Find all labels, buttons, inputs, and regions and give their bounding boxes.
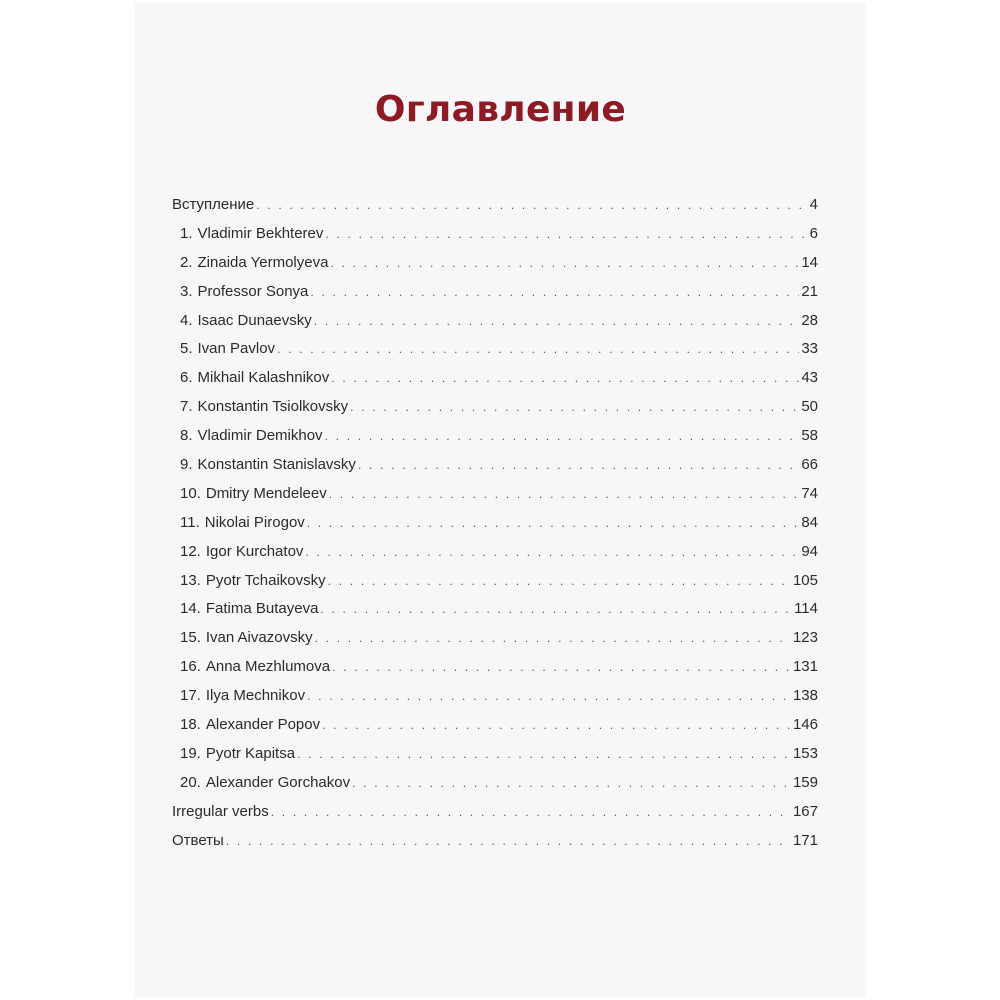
toc-entry-title: Dmitry Mendeleev — [205, 484, 327, 502]
toc-entry-page-number: 6 — [809, 224, 818, 242]
toc-entry-page-number: 14 — [801, 253, 818, 271]
toc-entry-page-number: 21 — [801, 282, 818, 300]
toc-entry[interactable] — [172, 711, 818, 740]
toc-entry[interactable] — [172, 191, 818, 220]
toc-dot-leader — [331, 364, 799, 393]
toc-entry-title: Alexander Popov — [205, 716, 321, 734]
toc-entry[interactable] — [172, 393, 818, 422]
toc-entry[interactable] — [172, 682, 818, 711]
toc-entry-title: Pyotr Kapitsa — [205, 744, 296, 762]
toc-entry[interactable] — [172, 798, 818, 827]
toc-entry-page-number: 114 — [794, 600, 818, 618]
toc-entry-number: 13. — [180, 571, 201, 589]
toc-entry-title: Konstantin Stanislavsky — [197, 456, 356, 474]
toc-entry[interactable] — [172, 509, 818, 538]
toc-entry-page-number: 33 — [801, 340, 818, 358]
toc-entry-number: 20. — [180, 773, 201, 791]
toc-dot-leader — [314, 307, 800, 336]
toc-entry[interactable] — [172, 278, 818, 307]
toc-entry-page-number: 153 — [792, 744, 818, 762]
toc-entry-page-number: 74 — [801, 484, 818, 502]
toc-dot-leader — [315, 624, 791, 653]
toc-entry-number: 8. — [180, 427, 193, 445]
toc-entry-number: 19. — [180, 744, 201, 762]
toc-entry-title: Fatima Butayeva — [205, 600, 319, 618]
toc-entry[interactable] — [172, 624, 818, 653]
toc-entry-title: Professor Sonya — [197, 282, 309, 300]
toc-entry-number: 6. — [180, 369, 193, 387]
toc-entry-page-number: 4 — [809, 196, 818, 213]
toc-entry-page-number: 138 — [792, 687, 818, 705]
toc-entry[interactable] — [172, 653, 818, 682]
toc-entry-number: 4. — [180, 311, 193, 329]
toc-entry-title: Ответы — [172, 831, 224, 849]
toc-dot-leader — [320, 595, 792, 624]
toc-entry[interactable] — [172, 538, 818, 567]
toc-dot-leader — [307, 509, 800, 538]
toc-dot-leader — [325, 422, 800, 451]
toc-dot-leader — [297, 740, 791, 769]
toc-entry-title: Vladimir Demikhov — [197, 427, 323, 445]
toc-entry-page-number: 58 — [801, 427, 818, 445]
toc-entry-title: Nikolai Pirogov — [204, 513, 305, 531]
toc-entry-title: Vladimir Bekhterev — [197, 224, 324, 242]
toc-entry-page-number: 123 — [792, 629, 818, 647]
toc-entry-title: Pyotr Tchaikovsky — [205, 571, 326, 589]
toc-dot-leader — [352, 769, 791, 798]
toc-entry[interactable] — [172, 249, 818, 278]
toc-entry[interactable] — [172, 827, 818, 856]
toc-entry-page-number: 146 — [792, 716, 818, 734]
toc-entry[interactable] — [172, 364, 818, 393]
toc-entry-number: 15. — [180, 629, 201, 647]
toc-entry-number: 10. — [180, 484, 201, 502]
toc-entry-title: Вступление — [172, 196, 255, 213]
toc-entry-number: 3. — [180, 282, 193, 300]
toc-dot-leader — [322, 711, 791, 740]
table-of-contents — [172, 191, 818, 855]
toc-entry-page-number: 131 — [792, 658, 818, 676]
toc-entry-page-number: 171 — [792, 831, 818, 849]
toc-entry[interactable] — [172, 480, 818, 509]
toc-entry-title: Igor Kurchatov — [205, 542, 304, 560]
toc-entry-number: 18. — [180, 716, 201, 734]
toc-dot-leader — [271, 798, 791, 827]
toc-entry-title: Anna Mezhlumova — [205, 658, 331, 676]
toc-entry-title: Isaac Dunaevsky — [197, 311, 312, 329]
toc-entry-number: 9. — [180, 456, 193, 474]
toc-dot-leader — [330, 249, 799, 278]
toc-entry-page-number: 159 — [792, 773, 818, 791]
toc-entry-title: Ilya Mechnikov — [205, 687, 306, 705]
toc-dot-leader — [358, 451, 799, 480]
toc-entry[interactable] — [172, 422, 818, 451]
document-page — [135, 2, 866, 998]
toc-dot-leader — [329, 480, 800, 509]
toc-dot-leader — [277, 335, 799, 364]
toc-entry-number: 2. — [180, 253, 193, 271]
toc-entry[interactable] — [172, 451, 818, 480]
toc-entry-title: Ivan Aivazovsky — [205, 629, 313, 647]
toc-dot-leader — [325, 220, 807, 249]
toc-dot-leader — [350, 393, 799, 422]
toc-entry-number: 11. — [180, 513, 200, 531]
toc-entry-title: Ivan Pavlov — [197, 340, 276, 358]
toc-entry-number: 12. — [180, 542, 201, 560]
toc-dot-leader — [307, 682, 791, 711]
toc-entry-number: 17. — [180, 687, 201, 705]
toc-entry-page-number: 50 — [801, 398, 818, 416]
toc-entry-title: Zinaida Yermolyeva — [197, 253, 329, 271]
toc-entry[interactable] — [172, 769, 818, 798]
toc-entry-number: 7. — [180, 398, 193, 416]
toc-entry[interactable] — [172, 307, 818, 336]
toc-entry[interactable] — [172, 595, 818, 624]
toc-entry-number: 5. — [180, 340, 193, 358]
toc-entry-number: 14. — [180, 600, 201, 618]
toc-entry-page-number: 167 — [792, 802, 818, 820]
page-title: Оглавление — [374, 89, 627, 130]
toc-entry-page-number: 28 — [801, 311, 818, 329]
toc-entry-page-number: 66 — [801, 456, 818, 474]
toc-dot-leader — [305, 538, 799, 567]
toc-entry-title: Alexander Gorchakov — [205, 773, 351, 791]
toc-dot-leader — [328, 567, 791, 596]
toc-entry[interactable] — [172, 220, 818, 249]
toc-entry-number: 16. — [180, 658, 201, 676]
toc-entry-page-number: 84 — [801, 513, 818, 531]
toc-entry-page-number: 105 — [792, 571, 818, 589]
toc-entry-title: Konstantin Tsiolkovsky — [197, 398, 349, 416]
toc-entry-title: Mikhail Kalashnikov — [197, 369, 330, 387]
toc-entry[interactable] — [172, 335, 818, 364]
toc-entry-number: 1. — [180, 224, 193, 242]
toc-dot-leader — [332, 653, 791, 682]
toc-dot-leader — [310, 278, 799, 307]
toc-entry-page-number: 94 — [801, 542, 818, 560]
toc-entry[interactable] — [172, 740, 818, 769]
toc-entry-title: Irregular verbs — [172, 802, 269, 820]
toc-dot-leader — [256, 191, 807, 220]
toc-entry[interactable] — [172, 567, 818, 596]
toc-dot-leader — [226, 827, 791, 856]
toc-entry-page-number: 43 — [801, 369, 818, 387]
